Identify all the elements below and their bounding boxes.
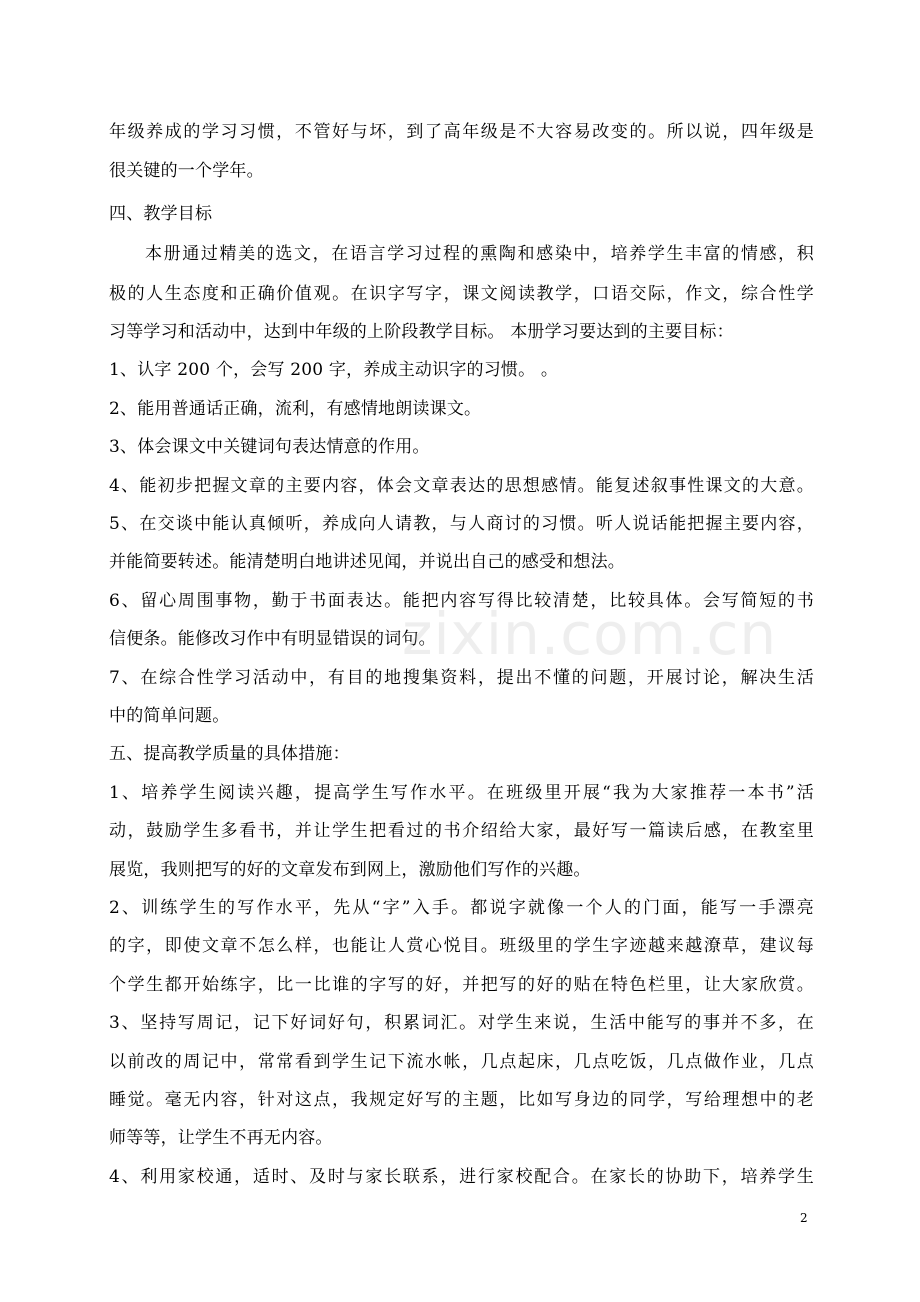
paragraph-line: 本册通过精美的选文，在语言学习过程的熏陶和感染中，培养学生丰富的情感，积 [145, 244, 814, 264]
paragraph-line: 以前改的周记中，常常看到学生记下流水帐，几点起床，几点吃饭，几点做作业，几点 [109, 1052, 814, 1072]
list-item: 1、认字 200 个，会写 200 字，养成主动识字的习惯。 。 [109, 360, 559, 380]
paragraph-line: 极的人生态度和正确价值观。在识字写字，课文阅读教学，口语交际，作文，综合性学 [109, 284, 814, 304]
section-heading: 五、提高教学质量的具体措施： [109, 744, 350, 764]
paragraph-line: 信便条。能修改习作中有明显错误的词句。 [109, 629, 436, 649]
paragraph-line: 年级养成的学习习惯，不管好与坏，到了高年级是不大容易改变的。所以说，四年级是 [109, 122, 814, 142]
section-heading: 四、教学目标 [109, 204, 213, 224]
list-item: 3、坚持写周记，记下好词好句，积累词汇。对学生来说，生活中能写的事并不多，在 [109, 1013, 814, 1033]
paragraph-line: 并能简要转述。能清楚明白地讲述见闻，并说出自己的感受和想法。 [109, 552, 625, 572]
paragraph-line: 的字，即使文章不怎么样，也能让人赏心悦目。班级里的学生字迹越来越潦草，建议每 [109, 936, 814, 956]
list-item: 1、培养学生阅读兴趣，提高学生写作水平。在班级里开展“我为大家推荐一本书”活 [109, 783, 814, 803]
paragraph-line: 习等学习和活动中，达到中年级的上阶段教学目标。 本册学习要达到的主要目标： [109, 322, 734, 342]
list-item: 4、能初步把握文章的主要内容，体会文章表达的思想感情。能复述叙事性课文的大意。 [109, 476, 814, 496]
paragraph-line: 动，鼓励学生多看书，并让学生把看过的书介绍给大家，最好写一篇读后感，在教室里 [109, 821, 814, 841]
paragraph-line: 师等等，让学生不再无内容。 [109, 1128, 333, 1148]
paragraph-line: 中的简单问题。 [109, 706, 230, 726]
list-item: 6、留心周围事物，勤于书面表达。能把内容写得比较清楚，比较具体。会写简短的书 [109, 591, 814, 611]
list-item: 2、训练学生的写作水平，先从“字”入手。都说字就像一个人的门面，能写一手漂亮 [109, 898, 814, 918]
list-item: 7、在综合性学习活动中，有目的地搜集资料，提出不懂的问题，开展讨论，解决生活 [109, 668, 814, 688]
list-item: 5、在交谈中能认真倾听，养成向人请教，与人商讨的习惯。听人说话能把握主要内容， [109, 514, 814, 534]
page-number: 2 [800, 1211, 808, 1225]
paragraph-line: 个学生都开始练字，比一比谁的字写的好，并把写的好的贴在特色栏里，让大家欣赏。 [109, 975, 814, 995]
watermark-text: zixin.com.cn [402, 600, 778, 668]
paragraph-line: 展览，我则把写的好的文章发布到网上，激励他们写作的兴趣。 [109, 860, 591, 880]
list-item: 2、能用普通话正确，流利，有感情地朗读课文。 [109, 399, 482, 419]
list-item: 3、体会课文中关键词句表达情意的作用。 [109, 437, 430, 457]
paragraph-line: 睡觉。毫无内容，针对这点，我规定好写的主题，比如写身边的同学，写给理想中的老 [109, 1090, 814, 1110]
list-item: 4、利用家校通，适时、及时与家长联系，进行家校配合。在家长的协助下，培养学生 [109, 1167, 814, 1187]
paragraph-line: 很关键的一个学年。 [109, 161, 264, 181]
